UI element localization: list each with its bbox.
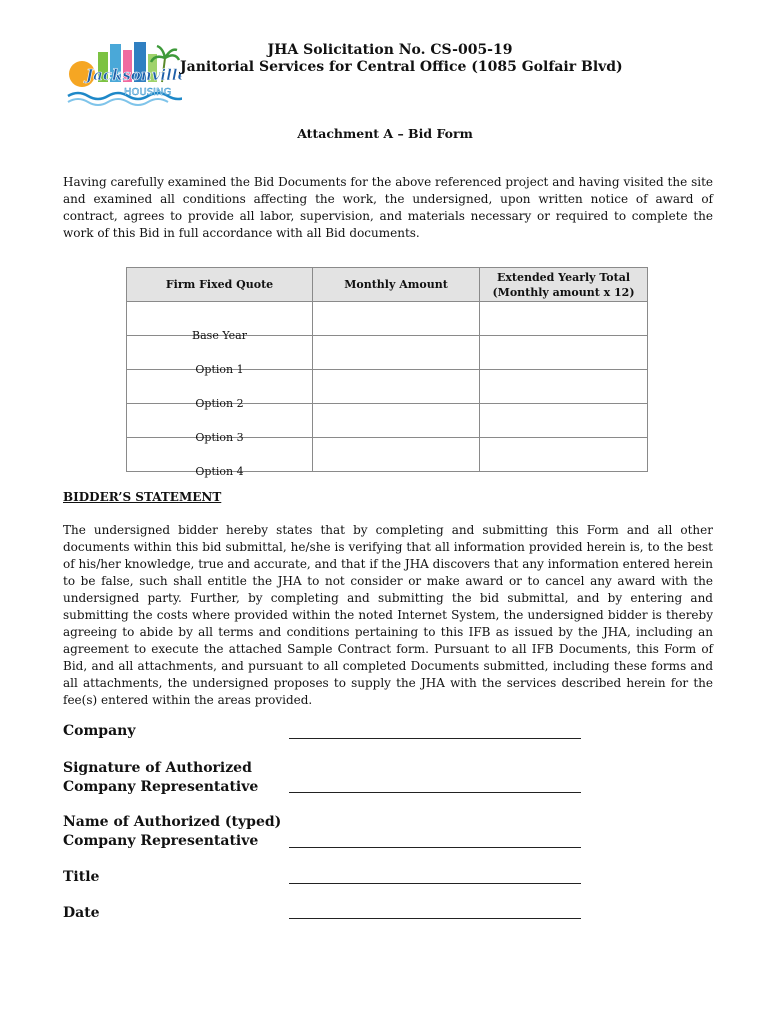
company-field[interactable] xyxy=(289,738,581,739)
bidders-statement-heading: BIDDER’S STATEMENT xyxy=(63,490,222,504)
column-header-extended-yearly-total: Extended Yearly Total (Monthly amount x 12) xyxy=(480,268,648,302)
intro-paragraph: Having carefully examined the Bid Documents for the above referenced project and having visited the site and examined all conditions affecting the work, the undersigned, upon written notice of award of contract, agrees to provide all labor, supervision, and materials necessary or required to complete the work of this Bid in full accordance with all Bid documents. xyxy=(63,175,713,240)
table-header-row xyxy=(127,268,648,302)
logo-text-jacksonville: Jacksonville xyxy=(86,66,182,84)
monthly-amount-cell[interactable] xyxy=(313,404,480,438)
monthly-amount-cell[interactable] xyxy=(313,438,480,472)
bid-form-table xyxy=(126,267,648,478)
column-header-firm-fixed-quote: Firm Fixed Quote xyxy=(127,268,313,302)
row-label: Option 4 xyxy=(127,438,313,472)
column-header-monthly-amount: Monthly Amount xyxy=(313,268,480,302)
attachment-title: Attachment A – Bid Form xyxy=(297,126,473,141)
solicitation-number: JHA Solicitation No. CS-005-19 xyxy=(267,42,513,58)
bidders-statement-text: The undersigned bidder hereby states that by completing and submitting this Form and all other documents within this bid submittal, he/she is verifying that all information provided herein is, to the best of his/her knowledge, true and accurate, and that if the JHA discovers that any information entered herein to be false, such shall entitle the JHA to not consider or make award or to cancel any award with the undersigned party. Further, by completing and submitting the bid submittal, and by entering and submitting the costs where provided within the noted Internet System, the undersigned bidder is thereby agreeing to abide by all terms and conditions pertaining to this IFB as issued by the JHA, including an agreement to execute the attached Sample Contract form. Pursuant to all IFB Documents, this Form of Bid, and all attachments, and pursuant to all completed Documents submitted, including these forms and all attachments, the undersigned proposes to supply the JHA with the services described herein for the fee(s) entered within the areas provided. xyxy=(63,523,713,707)
title-label: Title xyxy=(63,869,100,885)
title-field[interactable] xyxy=(289,883,581,884)
company-label: Company xyxy=(63,723,136,739)
yearly-total-cell[interactable] xyxy=(480,370,648,404)
row-label: Option 2 xyxy=(127,370,313,404)
solicitation-subtitle: Janitorial Services for Central Office (1085 Golfair Blvd) xyxy=(180,59,623,75)
signature-label: Signature of Authorized Company Representative xyxy=(63,760,259,795)
table-row xyxy=(127,302,648,336)
jacksonville-housing-logo xyxy=(64,38,182,112)
yearly-total-cell[interactable] xyxy=(480,336,648,370)
monthly-amount-cell[interactable] xyxy=(313,336,480,370)
logo-text-housing: HOUSING xyxy=(124,87,172,98)
monthly-amount-cell[interactable] xyxy=(313,370,480,404)
monthly-amount-cell[interactable] xyxy=(313,302,480,336)
row-label: Base Year xyxy=(127,302,313,336)
row-label: Option 3 xyxy=(127,404,313,438)
date-label: Date xyxy=(63,905,100,921)
yearly-total-cell[interactable] xyxy=(480,438,648,472)
signature-field[interactable] xyxy=(289,792,581,793)
yearly-total-cell[interactable] xyxy=(480,404,648,438)
row-label: Option 1 xyxy=(127,336,313,370)
document-header xyxy=(180,42,623,76)
authorized-name-label: Name of Authorized (typed) Company Representative xyxy=(63,814,282,849)
authorized-name-field[interactable] xyxy=(289,847,581,848)
yearly-total-cell[interactable] xyxy=(480,302,648,336)
date-field[interactable] xyxy=(289,918,581,919)
